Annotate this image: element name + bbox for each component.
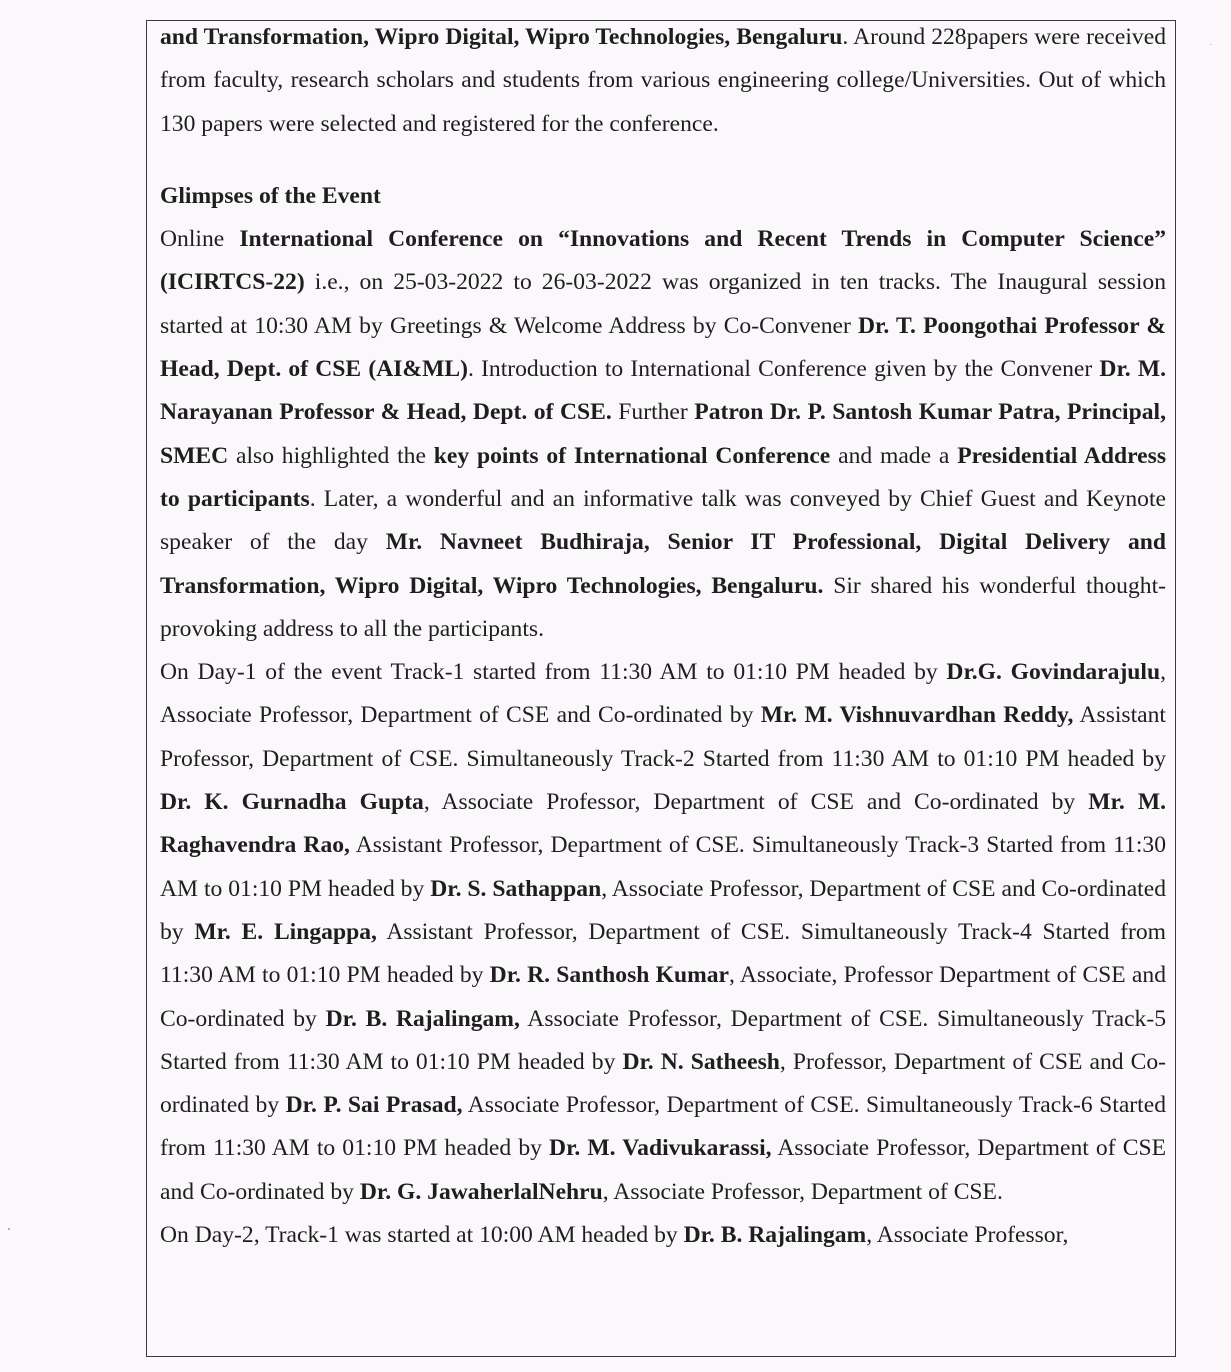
scan-speck [8, 1228, 10, 1230]
bold-text-run: Mr. M. Raghavendra Rao, [160, 789, 1166, 859]
bold-text-run: Dr. B. Rajalingam [683, 1222, 867, 1249]
text-run: , Associate Professor, Department of CSE and Co-ordinated by [160, 659, 1167, 729]
bold-text-run: Dr. S. Sathappan [430, 875, 602, 902]
bold-text-run: Dr. M. Narayanan Professor & Head, Dept. of CSE. [160, 356, 1167, 426]
text-run: Assistant Professor, Department of CSE. Simultaneously Track-2 Started from 11:30 AM to 01:10 PM headed by [160, 702, 1166, 772]
text-run: , Associate Professor, Department of CSE. [602, 1178, 1003, 1205]
text-run: Online [160, 226, 240, 253]
text-run: Further [611, 399, 695, 426]
text-run: Associate Professor, Department of CSE and Co-ordinated by [160, 1135, 1166, 1205]
text-run: and made a [830, 442, 958, 469]
text-run: Associate Professor, Department of CSE. Simultaneously Track-5 Started from 11:30 AM to 01:10 PM headed by [160, 1005, 1166, 1075]
text-run: also highlighted the [228, 442, 434, 469]
text-run: . Introduction to International Conference given by the Convener [467, 356, 1100, 383]
text-run: , Associate Professor, Department of CSE and Co-ordinated by [160, 875, 1166, 945]
bold-text-run: key points of International Conference [433, 442, 831, 469]
scan-speck [1210, 44, 1211, 45]
text-run: i.e., on 25-03-2022 to 26-03-2022 was organized in ten tracks. The Inaugural session started at 10:30 AM by Greetings & Welcome Address by Co-Convener [160, 269, 1166, 339]
bold-text-run: Mr. Navneet Budhiraja, Senior IT Professional, Digital Delivery and Transformation, Wipro Digital, Wipro Technologies, Bengaluru. [160, 529, 1167, 599]
glimpses-paragraph [160, 218, 1166, 651]
bold-text-run: Dr. M. Vadivukarassi, [549, 1135, 772, 1162]
section-heading [160, 175, 1166, 218]
text-run: , Professor, Department of CSE and Co-ordinated by [160, 1048, 1166, 1119]
bold-text-run: Dr.G. Govindarajulu [946, 659, 1161, 686]
bold-text-run: Dr. T. Poongothai Professor & Head, Dept. of CSE (AI&ML) [160, 312, 1166, 383]
intro-paragraph [160, 16, 1166, 146]
paragraph-spacer [160, 146, 1166, 175]
bold-text-run: Dr. N. Satheesh [622, 1048, 780, 1075]
bold-text-run: Dr. P. Sai Prasad, [285, 1092, 463, 1119]
bold-text-run: International Conference on “Innovations and Recent Trends in Computer Science” (ICIRTCS-22) [160, 226, 1166, 296]
bold-text-run: Dr. G. JawaherlalNehru [359, 1178, 603, 1205]
text-run: , Associate Professor, Department of CSE and Co-ordinated by [423, 789, 1089, 816]
text-run: Sir shared his wonderful thought-provoking address to all the participants. [160, 572, 1166, 642]
bold-text-run: Dr. B. Rajalingam, [325, 1005, 520, 1032]
bold-text-run: Presidential Address to participants [160, 442, 1167, 512]
text-run: On Day-2, Track-1 was started at 10:00 AM headed by [160, 1222, 684, 1249]
text-run: . Later, a wonderful and an informative talk was conveyed by Chief Guest and Keynote speaker of the day [160, 485, 1166, 556]
day1-paragraph [160, 651, 1166, 1214]
text-run: On Day-1 of the event Track-1 started from 11:30 AM to 01:10 PM headed by [160, 659, 947, 686]
day2-paragraph [160, 1214, 1166, 1257]
frame-bottom-rule [146, 1356, 1176, 1357]
bold-text-run: Patron Dr. P. Santosh Kumar Patra, Principal, SMEC [160, 399, 1166, 469]
text-run: , Associate, Professor Department of CSE and Co-ordinated by [160, 962, 1166, 1032]
bold-text-run: Mr. M. Vishnuvardhan Reddy, [760, 702, 1074, 729]
text-run: Associate Professor, Department of CSE. Simultaneously Track-6 Started from 11:30 AM to 01:10 PM headed by [160, 1092, 1166, 1162]
text-run: Assistant Professor, Department of CSE. Simultaneously Track-3 Started from 11:30 AM to 01:10 PM headed by [160, 832, 1166, 902]
section-heading-text: Glimpses of the Event [160, 182, 381, 209]
bold-text-run: and Transformation, Wipro Digital, Wipro Technologies, Bengaluru [160, 24, 843, 50]
document-body [160, 16, 1166, 1257]
text-run: . Around 228papers were received from faculty, research scholars and students from various engineering college/Universities. Out of which 130 papers were selected and registered for the conference. [160, 24, 1166, 137]
bold-text-run: Dr. K. Gurnadha Gupta [160, 789, 424, 816]
text-run: Assistant Professor, Department of CSE. Simultaneously Track-4 Started from 11:30 AM to 01:10 PM headed by [160, 918, 1166, 989]
bold-text-run: Dr. R. Santhosh Kumar [489, 962, 730, 989]
text-run: , Associate Professor, [866, 1222, 1069, 1249]
bold-text-run: Mr. E. Lingappa, [194, 918, 377, 945]
